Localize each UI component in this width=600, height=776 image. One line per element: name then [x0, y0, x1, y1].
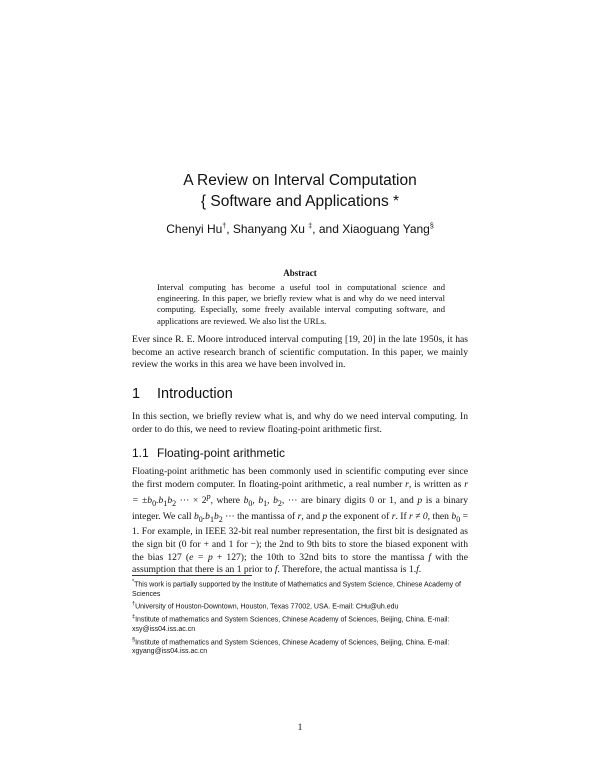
floating-point-paragraph: Floating-point arithmetic has been commonly used in scientific computing ever since the first modern computer. In floating-point arithmetic, a real number r, is written as $r = \pm b_0.b_1b_2$ ··· × $2^p$, where $b_0$, $b_1$, $b_2$, ··· are binary digits 0 or 1, and p is a binary integer. We call $b_0.b_1b_2$ ··· the mantissa of r, and p the exponent of r. If r ≠ 0, then $b_0 = 1$. For example, in IEEE 32-bit real number representation, the first bit is designated as the sign bit (0 for + and 1 for −); the 2nd to 9th bits to store the biased exponent with the bias 127 (e = p + 127); the 10th to 32nd bits to store the mantissa f with the assumption that there is an 1 prior to f. Therefore, the actual mantissa is 1.f. [132, 466, 469, 576]
paper-subtitle: { Software and Applications * [200, 193, 400, 210]
abstract-text: Interval computing has become a useful tool in computational science and engineering. In this paper, we briefly review what is and why do we need interval computing. Especially, some freely available interval computing software, and applications are reviewed. We also list the URLs. [157, 282, 445, 326]
abstract-heading: Abstract [283, 268, 317, 278]
paper-title: A Review on Interval Computation [183, 172, 417, 189]
footnote-divider [132, 575, 252, 576]
subsection-heading [132, 446, 285, 460]
section-heading [132, 386, 233, 402]
subsection-number: 1.1 [132, 446, 149, 460]
intro-paragraph: Ever since R. E. Moore introduced interval computing [19, 20] in the late 1950s, it has become an active research branch of scientific computation. In this paper, we mainly review the works in this area we have been involved in. [132, 334, 468, 371]
footnote: †University of Houston-Downtown, Houston, Texas 77002, USA. E-mail: CHu@uh.edu [132, 601, 399, 611]
footnote-mark: § [429, 223, 434, 230]
section-title: Introduction [157, 386, 233, 402]
footnote-mark: † [222, 223, 227, 230]
author-name: , Shanyang Xu [226, 222, 305, 236]
author-list [0, 222, 600, 236]
footnote: §Institute of mathematics and System Sciences, Chinese Academy of Sciences, Beijing, China. E-mail: xgyang@iss04.iss.ac.cn [132, 636, 450, 656]
section-number: 1 [132, 386, 141, 402]
subsection-title: Floating-point arithmetic [157, 446, 286, 460]
author-name: Chenyi Hu [166, 222, 223, 236]
footnote-mark: ‡ [308, 223, 313, 230]
author-name: , and Xiaoguang Yang [312, 222, 430, 236]
footnote: *This work is partially supported by the Institute of Mathematics and System Science, Chinese Academy of Sciences [132, 579, 461, 598]
footnote: ‡Institute of mathematics and System Sciences, Chinese Academy of Sciences, Beijing, China. E-mail: xsy@iss04.iss.ac.cn [132, 614, 450, 633]
section-paragraph: In this section, we briefly review what is, and why do we need interval computing. In order to do this, we need to review floating-point arithmetic first. [132, 411, 468, 435]
footnotes [132, 578, 470, 658]
page-number: 1 [297, 722, 303, 733]
